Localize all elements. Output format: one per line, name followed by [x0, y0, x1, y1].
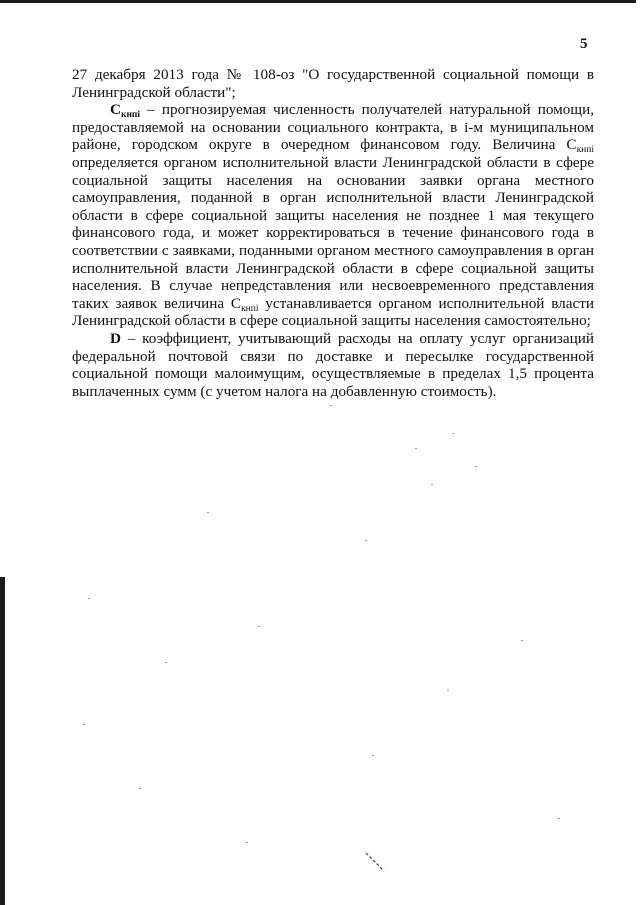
- scan-speck: [246, 842, 248, 843]
- scan-speck: [365, 540, 367, 541]
- paragraph-law-reference: 27 декабря 2013 года № 108-оз "О государственной социальной помощи в Ленинградской области";: [72, 66, 594, 101]
- definition-text-part-1: – прогнозируемая численность получателей натуральной помощи, предоставляемой на основании социального контракта, в i-м муниципальном районе, городском округе в очередном финансовом году. Величина C: [72, 101, 594, 154]
- scan-speck: [330, 405, 332, 406]
- inline-subscript-1: кнпi: [576, 145, 594, 156]
- scan-speck: [447, 690, 449, 691]
- scan-speck: [372, 755, 374, 756]
- coefficient-text: – коэффициент, учитывающий расходы на оплату услуг организаций федеральной почтовой связи по доставке и пересылке государственной социальной помощи малоимущим, осуществляемые в пределах 1,5 процента выплаченных сумм (с учетом налога на добавленную стоимость).: [72, 329, 594, 400]
- document-body: [72, 66, 594, 400]
- scan-speck: [452, 433, 454, 434]
- scan-left-edge: [0, 577, 5, 905]
- scan-speck: [88, 598, 90, 599]
- scan-speck: [165, 662, 167, 663]
- term-c-knpi: [110, 101, 141, 121]
- scan-speck: [207, 512, 209, 513]
- definition-text-part-3: устанавливается органом исполнительной власти Ленинградской области в сфере социальной защиты населения самостоятельно;: [72, 294, 594, 330]
- term-c-subscript: кнпi: [120, 110, 141, 121]
- scan-speck: [431, 484, 433, 485]
- scan-speck: [139, 788, 141, 789]
- term-d: D: [110, 329, 121, 347]
- scan-speck: [558, 818, 560, 819]
- scan-artifact-mark: [364, 851, 386, 873]
- definition-text-part-2: определяется органом исполнительной власти Ленинградской области в сфере социальной защиты населения на основании заявки органа местного самоуправления, поданной в орган исполнительной власти Ленинградской области в сфере социальной защиты населения не позднее 1 мая текущего финансового года, и может корректироваться в течение финансового года в соответствии с заявками, поданными органом местного самоуправления в орган исполнительной власти Ленинградской области в сфере социальной защиты населения. В случае непредставления или несвоевременного представления таких заявок величина C: [72, 153, 594, 312]
- paragraph-d-coefficient: [72, 330, 594, 400]
- inline-subscript-2: кнпi: [241, 303, 259, 314]
- scan-speck: [83, 724, 85, 725]
- scan-speck: [258, 626, 260, 627]
- scan-speck: [415, 448, 417, 449]
- scan-speck: [521, 640, 523, 641]
- page-number: 5: [580, 36, 588, 52]
- paragraph-c-knpi-definition: [72, 101, 594, 330]
- scan-top-edge: [0, 0, 636, 3]
- scan-speck: [475, 466, 477, 467]
- term-c-letter: C: [110, 101, 121, 119]
